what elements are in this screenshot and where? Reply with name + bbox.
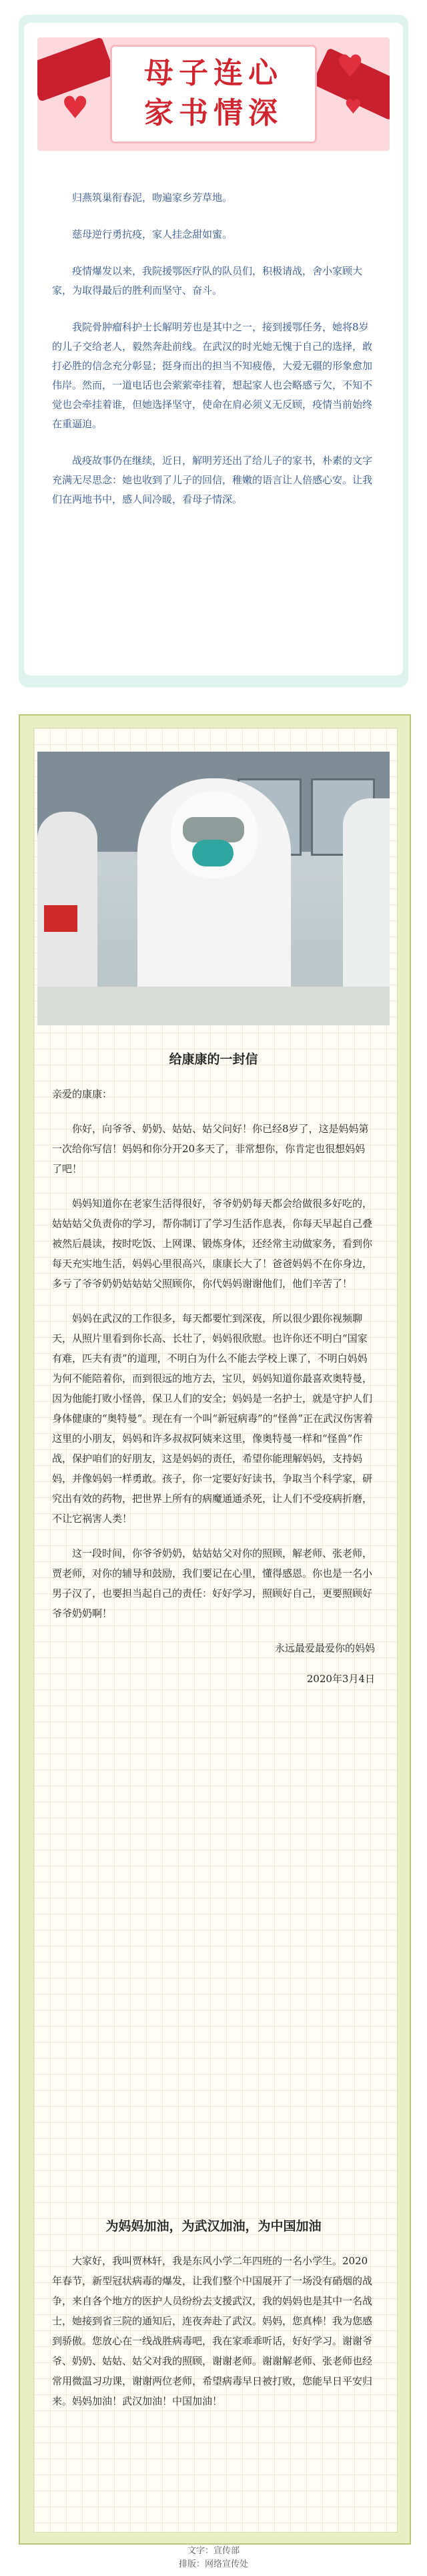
letter-paragraph: 妈妈知道你在老家生活得很好，爷爷奶奶每天都会给做很多好吃的，姑姑姑父负责你的学习，帮你制订了学习生活作息表，你每天早起自己叠被然后晨读，按时吃饭、上网课、锻炼身体，还经常主动做家务，看到你每天充实地生活，妈妈心里很高兴，康康长大了！爸爸妈妈不在你身边，多亏了爷爷奶奶姑姑姑父照顾你，你代妈妈谢谢他们，他们辛苦了！	[52, 1198, 373, 1290]
photo-nurse-goggles	[183, 817, 244, 842]
photo-counter	[37, 987, 390, 1025]
photo-nurse-mask	[192, 840, 234, 866]
page-title-line1: 母子连心	[144, 56, 283, 90]
title-banner	[37, 37, 390, 151]
photo-armband	[44, 905, 77, 932]
intro-paragraph: 疫情爆发以来，我院援鄂医疗队的队员们，积极请战，舍小家顾大家，为取得最后的胜利而坚守、奋斗。	[52, 265, 363, 296]
letter-date: 2020年3月4日	[306, 1673, 375, 1685]
reply-paragraph: 大家好，我叫贾林轩，我是东风小学二年四班的一名小学生。2020年春节，新型冠状病毒的爆发，让我们整个中国展开了一场没有硝烟的战争，来自各个地方的医护人员纷纷去支援武汉，我的妈妈也是其中一名战士，她接到省三院的通知后，连夜奔赴了武汉。妈妈，您真棒！我为您感到骄傲。您放心在一线战胜病毒吧，我在家乖乖听话，好好学习。谢谢爷爷、奶奶、姑姑、姑父对我的照顾，谢谢老师。谢谢解老师、张老师也经常用微温习功课，谢谢两位老师，希望病毒早日被打败，您能早日平安归来。妈妈加油！武汉加油！中国加油！	[52, 2255, 373, 2407]
letter-title: 给康康的一封信	[169, 1052, 258, 1067]
letter-reply	[52, 2216, 375, 2426]
title-box	[112, 47, 315, 142]
reply-title: 为妈妈加油，为武汉加油，为中国加油	[105, 2219, 322, 2234]
heart-icon: ♥	[336, 48, 364, 84]
photo-colleague-right	[343, 798, 390, 999]
heart-icon: ♥	[61, 89, 89, 125]
letter-signature: 永远最爱最爱你的妈妈	[274, 1642, 375, 1654]
letter-paragraph: 妈妈在武汉的工作很多，每天都要忙到深夜，所以很少跟你视频聊天，从照片里看到你长高、长壮了，妈妈很欣慰。也许你还不明白“国家有难，匹夫有责”的道理，不明白为什么不能去学校上课了，不明白妈妈为何不能陪着你，而到很远的地方去，宝贝，妈妈知道你最喜欢奥特曼，因为他能打败小怪兽，保卫人们的安全；妈妈是一名护士，就是守护人们身体健康的“奥特曼”。现在有一个叫“新冠病毒”的“怪兽”正在武汉伤害着这里的小朋友，妈妈和许多叔叔阿姨来这里，像奥特曼一样和“怪兽”作战，保护咱们的好朋友，这是妈妈的责任，希望你能理解妈妈，支持妈妈，并像妈妈一样勇敢。孩子，你一定要好好读书，争取当个科学家，研究出有效的药物，把世界上所有的病魔通通杀死，让人们不受疫病折磨，不让它祸害人类！	[52, 1312, 374, 1525]
letter-greeting: 亲爱的康康：	[52, 1088, 113, 1100]
intro-paragraph: 慈母逆行勇抗疫，家人挂念甜如蜜。	[72, 228, 233, 240]
intro-paragraph: 战疫故事仍在继续，近日，解明芳还出了给儿子的家书，朴素的文字充满无尽思念：她也收到了儿子的回信，稚嫩的语言让人倍感心安。让我们在两地书中，感人间冷暖，看母子情深。	[52, 455, 373, 505]
letter-paragraph: 这一段时间，你爷爷奶奶，姑姑姑父对你的照顾，解老师、张老师，贾老师，对你的辅导和鼓励，我们要记在心里，懂得感恩。你也是一名小男子汉了，也要担当起自己的责任：好好学习，照顾好自己，更要照顾好爷爷奶奶啊！	[52, 1547, 373, 1619]
footer-credit-layout: 排版：网络宣传处	[178, 2559, 248, 2569]
letter-paragraph: 你好，向爷爷、奶奶、姑姑、姑父问好！你已经8岁了，这是妈妈第一次给你写信！妈妈和你分开20多天了，非常想你，你肯定也很想妈妈了吧！	[52, 1123, 369, 1175]
footer-credit-text: 文字：宣传部	[187, 2546, 240, 2556]
nurse-photo	[37, 752, 390, 1025]
heart-icon: ♥	[344, 95, 362, 119]
intro-paragraph: 我院骨肿瘤科护士长解明芳也是其中之一，接到援鄂任务，她将8岁的儿子交给老人，毅然奔赴前线。在武汉的时光她无愧于自己的选择，敢打必胜的信念充分彰显；挺身而出的担当不知疲倦，大爱无疆的形象愈加伟岸。然而，一道电话也会萦萦牵挂着，想起家人也会略感亏欠，不知不觉也会牵挂着谁，但她选择坚守，使命在肩必须义无反顾，疫情当前始终在重逼迫。	[52, 321, 373, 430]
intro-text	[52, 188, 372, 527]
letter-to-son	[52, 1049, 375, 1689]
page-title-line2: 家书情深	[144, 96, 283, 130]
page-footer	[0, 2545, 427, 2571]
intro-paragraph: 归燕筑巢衔春泥，吻遍家乡芳草地。	[72, 192, 233, 204]
